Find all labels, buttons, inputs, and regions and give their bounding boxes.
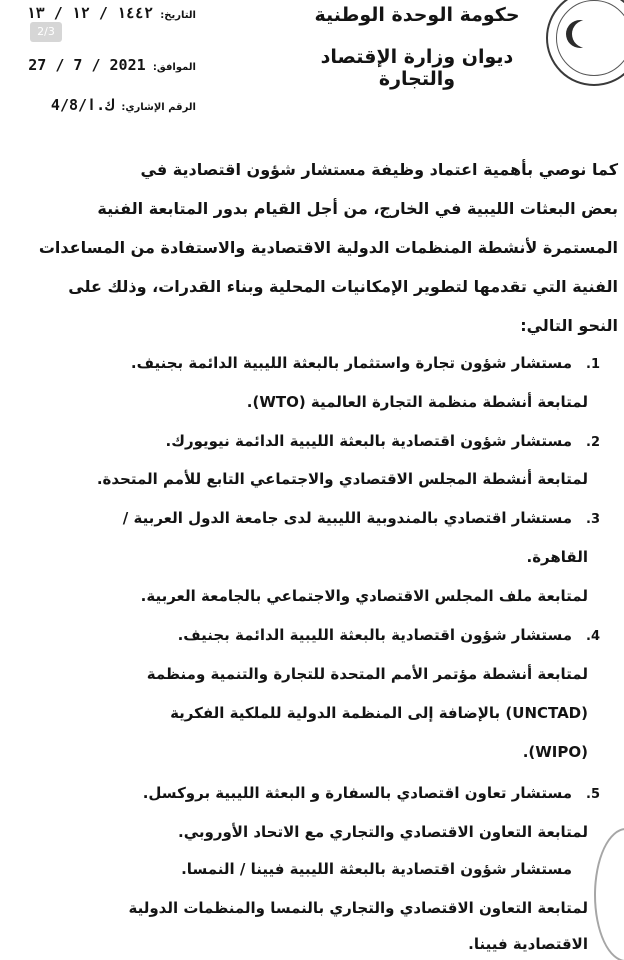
list-item-heading	[0, 860, 600, 878]
equivalent-date-label: الموافق:	[152, 62, 196, 73]
item-number: 4.	[586, 629, 600, 644]
item-detail: لمتابعة ملف المجلس الاقتصادي والاجتماعي بالجامعة العربية.	[140, 587, 588, 605]
emblem-seal	[546, 0, 624, 86]
intro-line: كما نوصي بأهمية اعتماد وظيفة مستشار شؤون اقتصادية في	[140, 160, 618, 179]
item-detail: القاهرة.	[526, 548, 588, 566]
list-item-heading	[0, 626, 600, 644]
date-label: التاريخ:	[160, 10, 196, 21]
item-detail: لمتابعة أنشطة مؤتمر الأمم المتحدة للتجارة والتنمية ومنظمة	[146, 665, 588, 683]
item-heading-text: مستشار شؤون اقتصادية بالبعثة الليبية الدائمة بجنيف.	[177, 626, 572, 644]
item-heading-text: مستشار تعاون اقتصادي بالسفارة و البعثة الليبية بروكسل.	[142, 784, 572, 802]
item-detail: لمتابعة التعاون الاقتصادي والتجاري مع الاتحاد الأوروبي.	[178, 823, 588, 841]
item-number: 1.	[586, 357, 600, 372]
item-detail: لمتابعة أنشطة المجلس الاقتصادي والاجتماعي التابع للأمم المتحدة.	[96, 470, 588, 488]
item-heading-text: مستشار شؤون اقتصادية بالبعثة الليبية فيينا / النمسا.	[181, 860, 572, 878]
item-detail: لمتابعة التعاون الاقتصادي والتجاري بالنمسا والمنظمات الدولية	[128, 899, 588, 917]
government-name: حكومة الوحدة الوطنية	[314, 4, 520, 26]
item-detail: (WIPO).	[522, 743, 588, 761]
date-value: ١٤٤٢ / ١٢ / ١٣	[26, 4, 154, 22]
date-row	[6, 4, 196, 22]
item-number: 2.	[586, 435, 600, 450]
list-item-heading	[0, 784, 600, 802]
page-indicator-badge[interactable]: 2/3	[30, 22, 62, 42]
equivalent-date-value: 2021 / 7 / 27	[28, 56, 146, 74]
ministry-name: ديوان وزارة الإقتصاد والتجارة	[320, 46, 514, 90]
item-heading-text: مستشار شؤون تجارة واستثمار بالبعثة الليبية الدائمة بجنيف.	[130, 354, 572, 372]
reference-number-label: الرقم الإشاري:	[121, 102, 196, 113]
equivalent-date-row	[6, 56, 196, 74]
crescent-icon	[572, 20, 600, 48]
ink-stamp	[594, 828, 624, 960]
item-number: 3.	[586, 512, 600, 527]
intro-line: النحو التالي:	[520, 316, 618, 335]
list-item-heading	[0, 354, 600, 372]
item-detail: (UNCTAD) بالإضافة إلى المنظمة الدولية للملكية الفكرية	[170, 704, 588, 722]
item-detail: الاقتصادية فيينا.	[468, 935, 588, 953]
list-item-heading	[0, 432, 600, 450]
intro-line: الفنية التي تقدمها لتطوير الإمكانيات المحلية وبناء القدرات، وذلك على	[68, 277, 618, 296]
item-detail: لمتابعة أنشطة منظمة التجارة العالمية (WTO).	[246, 393, 588, 411]
item-heading-text: مستشار اقتصادي بالمندوبية الليبية لدى جامعة الدول العربية /	[122, 509, 572, 527]
item-number: 5.	[586, 787, 600, 802]
intro-line: المستمرة لأنشطة المنظمات الدولية الاقتصادية والاستفادة من المساعدات	[38, 238, 618, 257]
reference-number-row	[6, 96, 196, 114]
reference-number-value: ك.ا/4/8	[50, 96, 115, 114]
intro-line: بعض البعثات الليبية في الخارج، من أجل القيام بدور المتابعة الفنية	[97, 199, 618, 218]
item-heading-text: مستشار شؤون اقتصادية بالبعثة الليبية الدائمة نيويورك.	[165, 432, 572, 450]
list-item-heading	[0, 509, 600, 527]
